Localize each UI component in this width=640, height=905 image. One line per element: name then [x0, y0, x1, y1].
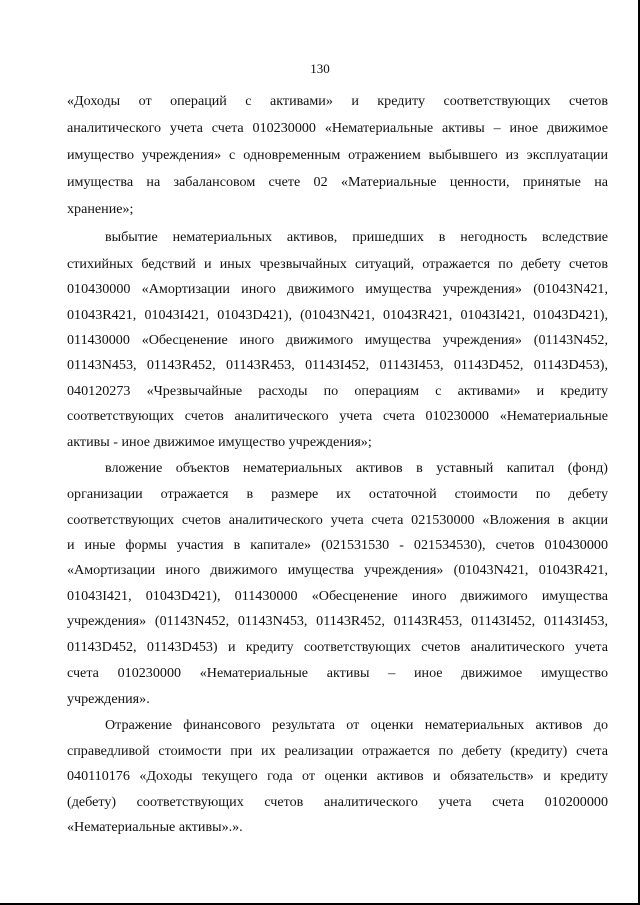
paragraph-1-line-3: имущество учреждения» с одновременным отражением выбывшего из эксплуатации	[67, 147, 608, 163]
paragraph-2-line-5: 011430000 «Обесценение иного движимого имущества учреждения» (01143N452,	[67, 332, 608, 348]
paragraph-4-line-2: справедливой стоимости при их реализации отражается по дебету (кредиту) счета	[67, 743, 608, 759]
paragraph-2-line-3: 010430000 «Амортизации иного движимого имущества учреждения» (01043N421,	[67, 281, 608, 297]
paragraph-3-line-7: учреждения» (01143N452, 01143N453, 01143R452, 01143R453, 01143I452, 01143I453,	[67, 613, 608, 629]
paragraph-3-line-6: 01043I421, 01043D421), 011430000 «Обесценение иного движимого имущества	[67, 588, 608, 604]
page-number: 130	[310, 61, 330, 76]
paragraph-1-line-1: «Доходы от операций с активами» и кредиту соответствующих счетов	[67, 93, 608, 109]
paragraph-3-line-2: организации отражается в размере их остаточной стоимости по дебету	[67, 486, 608, 502]
paragraph-2-line-4: 01043R421, 01043I421, 01043D421), (01043N421, 01043R421, 01043I421, 01043D421),	[67, 307, 608, 323]
paragraph-2-line-6: 01143N453, 01143R452, 01143R453, 01143I452, 01143I453, 01143D452, 01143D453),	[67, 357, 608, 373]
paragraph-3-line-3: соответствующих счетов аналитического учета счета 021530000 «Вложения в акции	[67, 512, 608, 528]
paragraph-1-line-2: аналитического учета счета 010230000 «Нематериальные активы – иное движимое	[67, 120, 608, 136]
paragraph-2-line-1: выбытие нематериальных активов, пришедших в негодность вследствие	[105, 229, 608, 245]
paragraph-3-line-9: счета 010230000 «Нематериальные активы – иное движимое имущество	[67, 665, 608, 681]
paragraph-3-line-10: учреждения».	[67, 691, 150, 707]
paragraph-3-line-8: 01143D452, 01143D453) и кредиту соответствующих счетов аналитического учета	[67, 639, 608, 655]
paragraph-4-line-5: «Нематериальные активы».».	[67, 819, 243, 835]
paragraph-4-line-3: 040110176 «Доходы текущего года от оценки активов и обязательств» и кредиту	[67, 768, 608, 784]
paragraph-2-line-7: 040120273 «Чрезвычайные расходы по операциям с активами» и кредиту	[67, 383, 608, 399]
paragraph-3-line-4: и иные формы участия в капитале» (021531530 - 021534530), счетов 010430000	[67, 537, 608, 553]
paragraph-3-line-1: вложение объектов нематериальных активов в уставный капитал (фонд)	[105, 460, 608, 476]
paragraph-1-line-5: хранение»;	[67, 201, 134, 217]
paragraph-2-line-8: соответствующих счетов аналитического учета счета 010230000 «Нематериальные	[67, 408, 608, 424]
paragraph-2-line-2: стихийных бедствий и иных чрезвычайных ситуаций, отражается по дебету счетов	[67, 256, 608, 272]
paragraph-4-line-4: (дебету) соответствующих счетов аналитического учета счета 010200000	[67, 794, 608, 810]
paragraph-2-line-9: активы - иное движимое имущество учреждения»;	[67, 434, 372, 450]
paragraph-3-line-5: «Амортизации иного движимого имущества учреждения» (01043N421, 01043R421,	[67, 562, 608, 578]
paragraph-4-line-1: Отражение финансового результата от оценки нематериальных активов до	[105, 717, 608, 733]
paragraph-1-line-4: имущества на забалансовом счете 02 «Материальные ценности, принятые на	[67, 174, 608, 190]
